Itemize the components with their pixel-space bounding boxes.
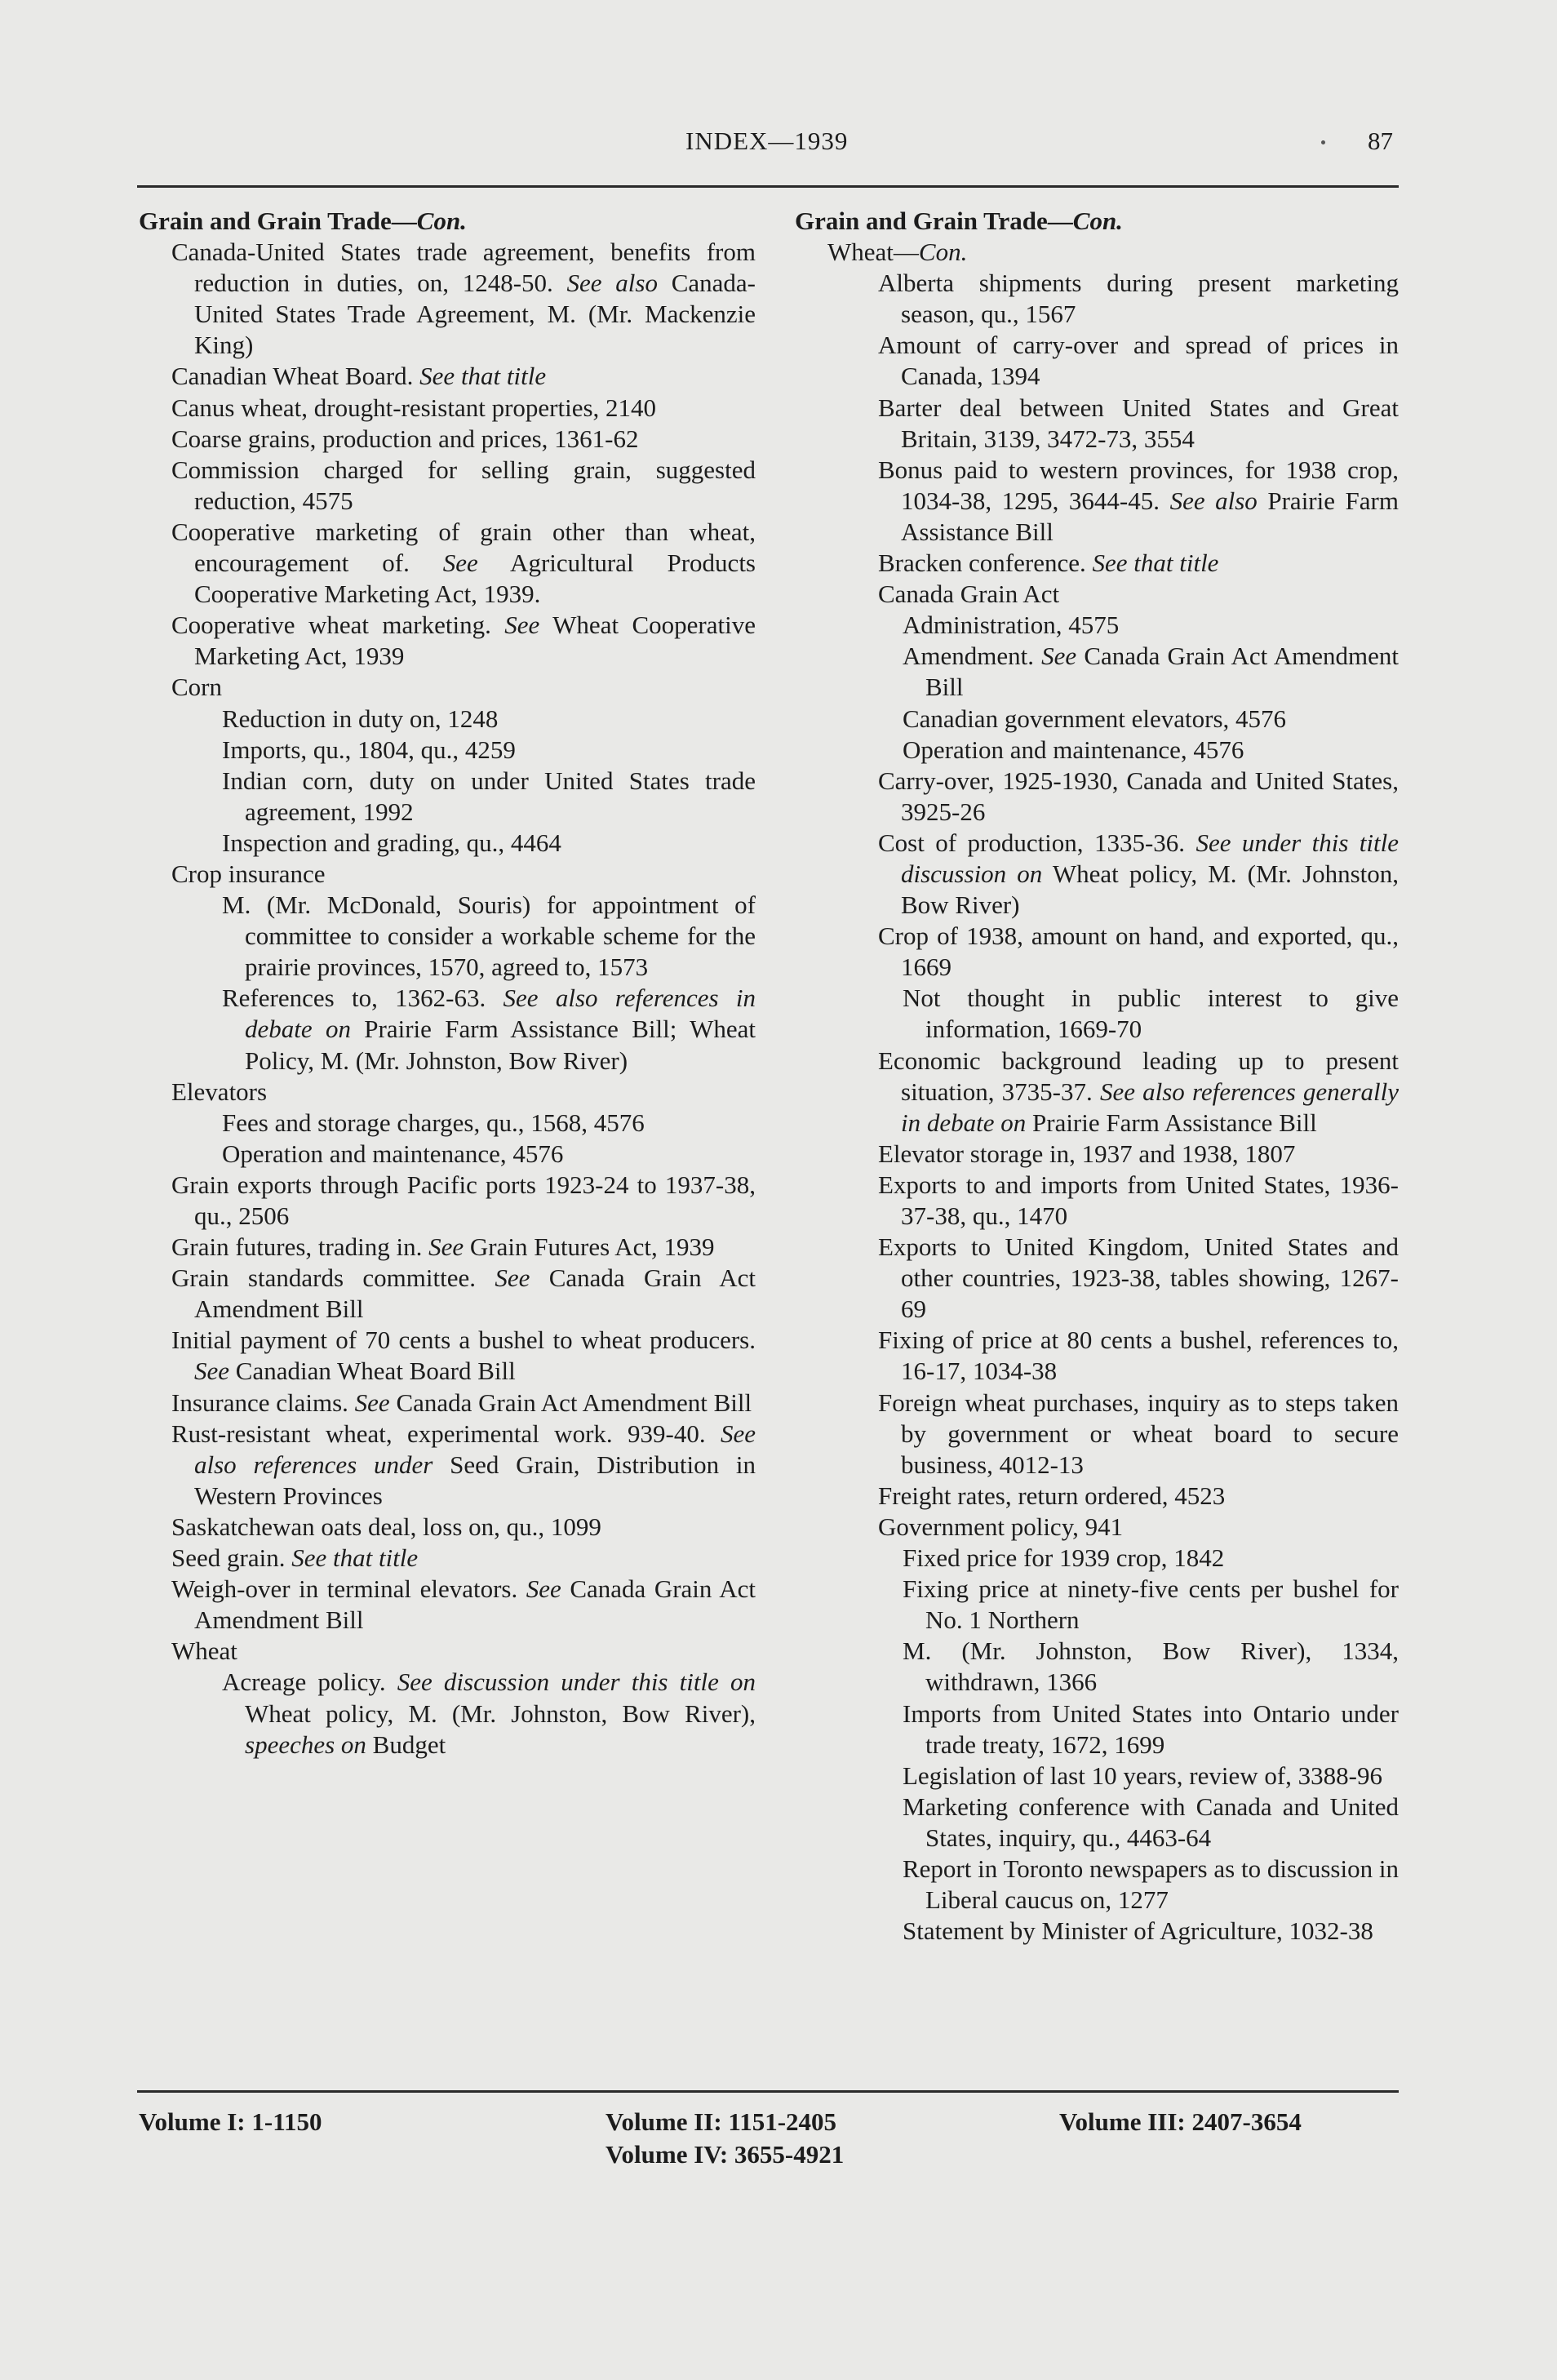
entry-text-italic: See — [495, 1263, 530, 1293]
index-entry — [795, 330, 1399, 392]
index-entry — [139, 1419, 756, 1512]
index-entry — [795, 1139, 1399, 1170]
entry-text: Reduction in duty on, 1248 — [222, 704, 499, 733]
index-entry — [795, 921, 1399, 983]
entry-text: Statement by Minister of Agriculture, 1032-38 — [903, 1916, 1373, 1946]
entry-text: Canada-United States trade agreement, benefits from reduction in duties, on, 1248-50. — [171, 238, 756, 298]
entry-text: Commission charged for selling grain, suggested reduction, 4575 — [171, 455, 756, 515]
index-entry — [139, 859, 756, 890]
bottom-rule — [137, 2090, 1399, 2093]
index-entry — [795, 1574, 1399, 1636]
entry-text: Operation and maintenance, 4576 — [903, 735, 1244, 764]
entry-text: Crop of 1938, amount on hand, and exported, qu., 1669 — [878, 921, 1399, 982]
entry-text-italic: See that title — [419, 362, 547, 391]
page-number: 87 — [1368, 127, 1393, 155]
entry-text: Prairie Farm Assistance Bill; Wheat Policy, M. (Mr. Johnston, Bow River) — [245, 1015, 756, 1075]
running-head: INDEX—1939 — [685, 127, 849, 155]
entry-text: Prairie Farm Assistance Bill — [901, 486, 1399, 546]
entry-text: Canada Grain Act — [878, 579, 1060, 609]
entry-text: Canadian government elevators, 4576 — [903, 704, 1287, 733]
footer-volume-3: Volume III: 2407-3654 — [1059, 2107, 1302, 2136]
index-entry — [795, 1388, 1399, 1481]
entry-text: Cost of production, 1335-36. — [878, 828, 1196, 857]
entry-text-italic: See discussion under this title on — [397, 1667, 756, 1697]
entry-text: References to, 1362-63. — [222, 984, 503, 1013]
entry-text-italic: See that title — [1092, 548, 1219, 578]
entry-text-italic: speeches on — [245, 1729, 366, 1759]
index-entry — [795, 579, 1399, 610]
entry-text: Fees and storage charges, qu., 1568, 4576 — [222, 1108, 645, 1137]
entry-text: Amendment. — [903, 642, 1042, 671]
entry-text: Fixing price at ninety-five cents per bushel for No. 1 Northern — [903, 1574, 1399, 1635]
index-entry — [139, 766, 756, 828]
entry-text: Cooperative wheat marketing. — [171, 611, 505, 640]
entry-text: Elevators — [171, 1077, 268, 1106]
entry-text: Elevator storage in, 1937 and 1938, 1807 — [878, 1139, 1296, 1168]
entry-text: Crop insurance — [171, 859, 326, 888]
index-entry — [795, 1325, 1399, 1387]
entry-text: Bracken conference. — [878, 548, 1093, 578]
index-entry — [795, 548, 1399, 579]
index-entry — [139, 1388, 756, 1419]
entry-text-italic: See — [354, 1388, 390, 1417]
entry-text-italic: See also references in debate on — [245, 984, 756, 1044]
entry-text: Wheat — [171, 1636, 237, 1666]
entry-text-italic: Con. — [918, 238, 968, 267]
index-entry — [795, 1698, 1399, 1761]
index-entry — [139, 1543, 756, 1574]
entry-text: Barter deal between United States and Great Britain, 3139, 3472-73, 3554 — [878, 393, 1399, 453]
entry-text: Agricultural Products Cooperative Marketing Act, 1939. — [194, 548, 756, 609]
index-entry — [139, 1108, 756, 1139]
index-entry — [795, 237, 1399, 268]
entry-text: Administration, 4575 — [903, 611, 1120, 640]
entry-text: Bonus paid to western provinces, for 1938 crop, 1034-38, 1295, 3644-45. — [878, 455, 1399, 515]
entry-text-italic: See under this title discussion on — [901, 828, 1399, 888]
index-entry — [139, 1232, 756, 1263]
entry-text: Acreage policy. — [222, 1667, 397, 1697]
index-entry — [795, 268, 1399, 330]
entry-text: Marketing conference with Canada and United States, inquiry, qu., 4463-64 — [903, 1792, 1399, 1852]
entry-text: Grain and Grain Trade— — [795, 206, 1073, 235]
entry-text: Wheat Cooperative Marketing Act, 1939 — [194, 611, 756, 671]
index-entry — [795, 828, 1399, 921]
entry-text: Grain futures, trading in. — [171, 1232, 429, 1262]
entry-text-italic: Con. — [1072, 206, 1123, 235]
entry-text-italic: See also — [1169, 486, 1258, 515]
index-entry — [795, 1046, 1399, 1139]
index-entry — [139, 393, 756, 424]
entry-text-italic: Con. — [416, 206, 467, 235]
entry-text-italic: See — [526, 1574, 561, 1604]
entry-text: Grain standards committee. — [171, 1263, 495, 1293]
entry-text-italic: See that title — [291, 1543, 419, 1573]
index-entry — [795, 1481, 1399, 1512]
index-entry — [139, 735, 756, 766]
entry-text: Inspection and grading, qu., 4464 — [222, 828, 561, 857]
entry-text: Corn — [171, 673, 222, 702]
index-entry — [795, 1792, 1399, 1854]
index-entry — [795, 393, 1399, 455]
index-entry — [795, 1512, 1399, 1543]
index-entry — [795, 983, 1399, 1045]
index-entry — [139, 1636, 756, 1667]
entry-text: Weigh-over in terminal elevators. — [171, 1574, 526, 1604]
entry-text: Seed grain. — [171, 1543, 292, 1573]
entry-text: Saskatchewan oats deal, loss on, qu., 1099 — [171, 1512, 601, 1541]
entry-text: Amount of carry-over and spread of prices in Canada, 1394 — [878, 331, 1399, 391]
entry-text: Seed Grain, Distribution in Western Provinces — [194, 1450, 756, 1510]
print-speck — [1321, 140, 1325, 144]
index-entry — [139, 983, 756, 1076]
entry-text: Exports to and imports from United States, 1936-37-38, qu., 1470 — [878, 1170, 1399, 1230]
index-entry — [139, 1574, 756, 1636]
entry-text: Wheat— — [827, 238, 919, 267]
entry-text: Indian corn, duty on under United States trade agreement, 1992 — [222, 766, 756, 826]
entry-text: Alberta shipments during present marketing season, qu., 1567 — [878, 269, 1399, 329]
index-entry — [795, 1916, 1399, 1947]
entry-text-italic: See also — [566, 269, 658, 298]
entry-text-italic: See also references under — [194, 1419, 756, 1479]
entry-text: Canus wheat, drought-resistant properties, 2140 — [171, 393, 657, 422]
index-entry — [795, 1761, 1399, 1792]
index-entry — [795, 1232, 1399, 1325]
entry-text: M. (Mr. Johnston, Bow River), 1334, withdrawn, 1366 — [903, 1636, 1399, 1697]
entry-text: Grain and Grain Trade— — [139, 206, 417, 235]
entry-text: Freight rates, return ordered, 4523 — [878, 1481, 1226, 1510]
entry-text: Cooperative marketing of grain other than wheat, encouragement of. — [171, 517, 756, 578]
entry-text: Canadian Wheat Board Bill — [229, 1357, 516, 1386]
entry-text-italic: See — [194, 1357, 230, 1386]
entry-text: Economic background leading up to present situation, 3735-37. — [878, 1046, 1399, 1106]
index-entry — [139, 1139, 756, 1170]
index-entry — [795, 1636, 1399, 1698]
index-entry — [795, 1854, 1399, 1916]
entry-text: Legislation of last 10 years, review of, 3388-96 — [903, 1761, 1382, 1790]
index-entry — [139, 1325, 756, 1387]
entry-text: Canada-United States Trade Agreement, M. (Mr. Mackenzie King) — [194, 269, 756, 360]
entry-text: Canada Grain Act Amendment Bill — [389, 1388, 752, 1417]
entry-text: Carry-over, 1925-1930, Canada and United States, 3925-26 — [878, 766, 1399, 826]
entry-text: Imports from United States into Ontario under trade treaty, 1672, 1699 — [903, 1698, 1399, 1759]
entry-text-italic: See — [428, 1232, 464, 1262]
entry-text-italic: See — [1041, 642, 1077, 671]
footer-volume-1: Volume I: 1-1150 — [139, 2107, 322, 2136]
entry-text: Report in Toronto newspapers as to discussion in Liberal caucus on, 1277 — [903, 1854, 1399, 1915]
index-heading — [795, 206, 1399, 237]
entry-text: Foreign wheat purchases, inquiry as to steps taken by government or wheat board to secure business, 4012-13 — [878, 1388, 1399, 1479]
index-entry — [795, 610, 1399, 641]
index-entry — [139, 890, 756, 983]
entry-text: Fixing of price at 80 cents a bushel, references to, 16-17, 1034-38 — [878, 1325, 1399, 1386]
index-entry — [139, 455, 756, 517]
index-entry — [795, 1170, 1399, 1232]
entry-text: Canada Grain Act Amendment Bill — [925, 642, 1399, 702]
entry-text: Initial payment of 70 cents a bushel to wheat producers. — [171, 1325, 756, 1355]
index-entry — [139, 828, 756, 859]
entry-text-italic: See also references generally in debate on — [901, 1077, 1399, 1137]
entry-text: Government policy, 941 — [878, 1512, 1124, 1541]
index-entry — [795, 1543, 1399, 1574]
index-entry — [139, 424, 756, 455]
entry-text: Exports to United Kingdom, United States and other countries, 1923-38, tables showing, 1267-69 — [878, 1232, 1399, 1324]
footer-volume-4: Volume IV: 3655-4921 — [606, 2140, 845, 2169]
footer-volume-2: Volume II: 1151-2405 — [606, 2107, 837, 2136]
entry-text: Wheat policy, M. (Mr. Johnston, Bow River), — [245, 1698, 756, 1728]
entry-text: Rust-resistant wheat, experimental work. 939-40. — [171, 1419, 721, 1448]
entry-text: Canadian Wheat Board. — [171, 362, 420, 391]
index-entry — [139, 704, 756, 735]
entry-text: Insurance claims. — [171, 1388, 355, 1417]
entry-text-italic: See — [442, 548, 478, 578]
entry-text: Canada Grain Act Amendment Bill — [194, 1574, 756, 1635]
index-entry — [139, 517, 756, 610]
entry-text: Budget — [366, 1729, 446, 1759]
entry-text: Not thought in public interest to give information, 1669-70 — [903, 984, 1399, 1044]
index-entry — [795, 735, 1399, 766]
top-rule — [137, 185, 1399, 188]
entry-text: Prairie Farm Assistance Bill — [1026, 1108, 1317, 1137]
index-entry — [139, 672, 756, 703]
index-entry — [139, 610, 756, 672]
index-heading — [139, 206, 756, 237]
entry-text-italic: See — [504, 611, 540, 640]
entry-text: Canada Grain Act Amendment Bill — [194, 1263, 756, 1324]
left-column — [139, 206, 756, 1761]
index-entry — [795, 641, 1399, 703]
index-entry — [795, 455, 1399, 548]
entry-text: Grain exports through Pacific ports 1923-24 to 1937-38, qu., 2506 — [171, 1170, 756, 1230]
index-entry — [139, 237, 756, 361]
index-entry — [795, 766, 1399, 828]
index-entry — [139, 1263, 756, 1325]
entry-text: M. (Mr. McDonald, Souris) for appointment of committee to consider a workable scheme for the prairie provinces, 1570, agreed to, 1573 — [222, 890, 756, 982]
entry-text: Fixed price for 1939 crop, 1842 — [903, 1543, 1225, 1573]
index-entry — [139, 1077, 756, 1108]
index-entry — [139, 361, 756, 392]
right-column — [795, 206, 1399, 1947]
index-entry — [139, 1170, 756, 1232]
entry-text: Grain Futures Act, 1939 — [464, 1232, 715, 1262]
index-entry — [139, 1667, 756, 1760]
entry-text: Coarse grains, production and prices, 1361-62 — [171, 424, 639, 453]
entry-text: Operation and maintenance, 4576 — [222, 1139, 564, 1168]
entry-text: Wheat policy, M. (Mr. Johnston, Bow River) — [901, 859, 1399, 920]
entry-text: Imports, qu., 1804, qu., 4259 — [222, 735, 516, 764]
index-entry — [795, 704, 1399, 735]
index-entry — [139, 1512, 756, 1543]
